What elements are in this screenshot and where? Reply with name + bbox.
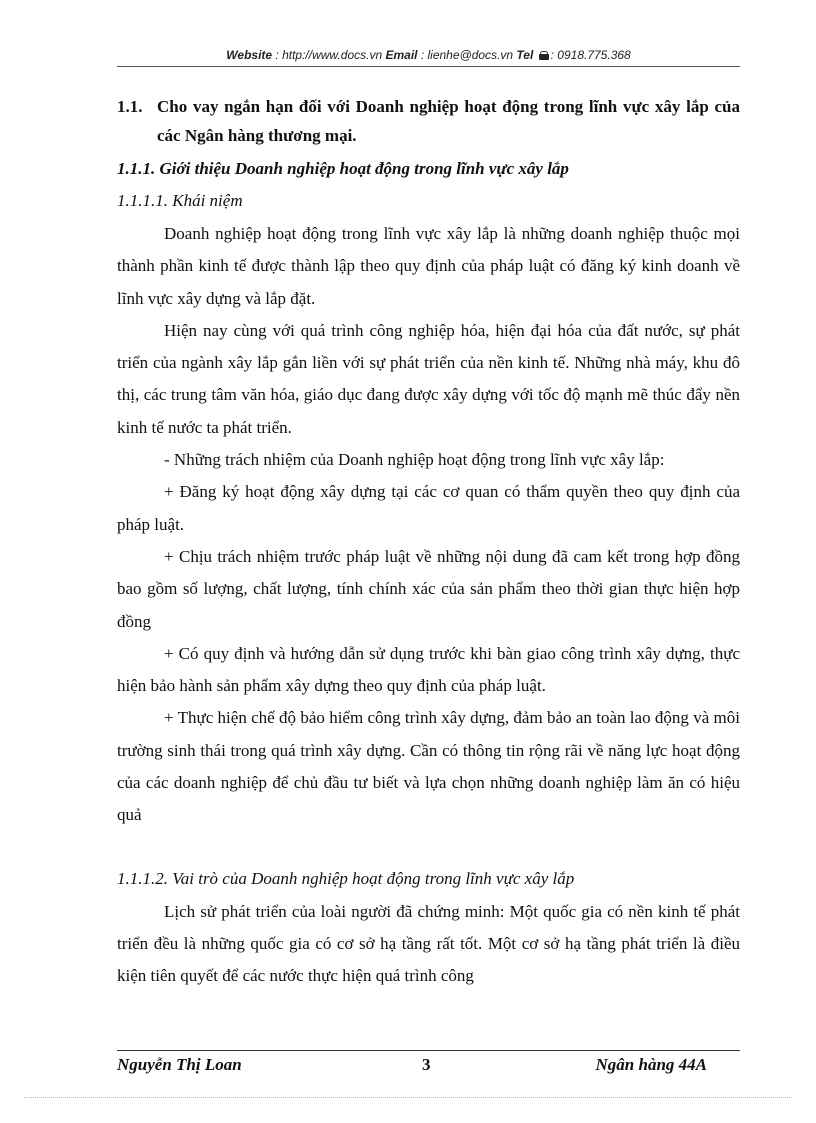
spacer xyxy=(117,832,740,862)
page-number: 3 xyxy=(422,1055,431,1074)
paragraph: + Đăng ký hoạt động xây dựng tại các cơ quan có thẩm quyền theo quy định của pháp luật. xyxy=(117,482,740,534)
header-divider xyxy=(117,66,740,67)
section-heading-1-1 xyxy=(117,92,740,150)
footer-author: Nguyễn Thị Loan xyxy=(117,1055,242,1074)
section-title: Cho vay ngắn hạn đối với Doanh nghiệp hoạt động trong lĩnh vực xây lắp của các Ngân hàng thương mại. xyxy=(157,97,740,145)
website-value: : http://www.docs.vn xyxy=(272,48,386,62)
section-number: 1.1. xyxy=(117,97,143,116)
email-value: : lienhe@docs.vn xyxy=(417,48,517,62)
page-footer xyxy=(117,1055,740,1077)
document-body xyxy=(117,92,740,993)
footer-department: Ngân hàng 44A xyxy=(595,1055,707,1074)
section-heading-1-1-1-2: 1.1.1.2. Vai trò của Doanh nghiệp hoạt động trong lĩnh vực xây lắp xyxy=(117,868,575,888)
section-heading-1-1-1-1: 1.1.1.1. Khái niệm xyxy=(117,191,243,210)
email-label: Email xyxy=(385,48,418,62)
section-heading-1-1-1: 1.1.1. Giới thiệu Doanh nghiệp hoạt động trong lĩnh vực xây lắp xyxy=(117,159,569,178)
paragraph: Hiện nay cùng với quá trình công nghiệp hóa, hiện đại hóa của đất nước, sự phát triển của ngành xây lắp gắn liền với sự phát triển của nền kinh tế. Những nhà máy, khu đô thị, các trung tâm văn hóa, giáo dục đang được xây dựng với tốc độ mạnh mẽ thúc đẩy nền kinh tế nước ta phát triển. xyxy=(117,320,740,437)
page-header xyxy=(117,48,740,62)
paragraph: + Có quy định và hướng dẫn sử dụng trước khi bàn giao công trình xây dựng, thực hiện bảo hành sản phẩm xây dựng theo quy định của pháp luật. xyxy=(117,643,740,696)
website-label: Website xyxy=(226,48,273,62)
page-bottom-border xyxy=(24,1097,792,1098)
tel-label: Tel xyxy=(516,48,534,62)
tel-value: : 0918.775.368 xyxy=(550,48,631,62)
telephone-icon xyxy=(539,51,549,60)
paragraph: + Chịu trách nhiệm trước pháp luật về những nội dung đã cam kết trong hợp đồng bao gồm số lượng, chất lượng, tính chính xác của sản phẩm theo thời gian thực hiện hợp đồng xyxy=(117,546,740,631)
footer-divider xyxy=(117,1050,740,1051)
paragraph: Doanh nghiệp hoạt động trong lĩnh vực xây lắp là những doanh nghiệp thuộc mọi thành phần kinh tế được thành lập theo quy định của pháp luật có đăng ký kinh doanh về lĩnh vực xây dựng và lắp đặt. xyxy=(117,224,740,308)
paragraph: + Thực hiện chế độ bảo hiểm công trình xây dựng, đảm bảo an toàn lao động và môi trường sinh thái trong quá trình xây dựng. Cần có thông tin rộng rãi về năng lực hoạt động của các doanh nghiệp để chủ đầu tư biết và lựa chọn những doanh nghiệp làm ăn có hiệu quả xyxy=(117,708,740,825)
paragraph: - Những trách nhiệm của Doanh nghiệp hoạt động trong lĩnh vực xây lắp: xyxy=(164,450,665,470)
paragraph: Lịch sử phát triển của loài người đã chứng minh: Một quốc gia có nền kinh tế phát triển đều là những quốc gia có cơ sở hạ tầng rất tốt. Một cơ sở hạ tầng phát triển là điều kiện tiên quyết để các nước thực hiện quá trình công xyxy=(117,901,740,986)
